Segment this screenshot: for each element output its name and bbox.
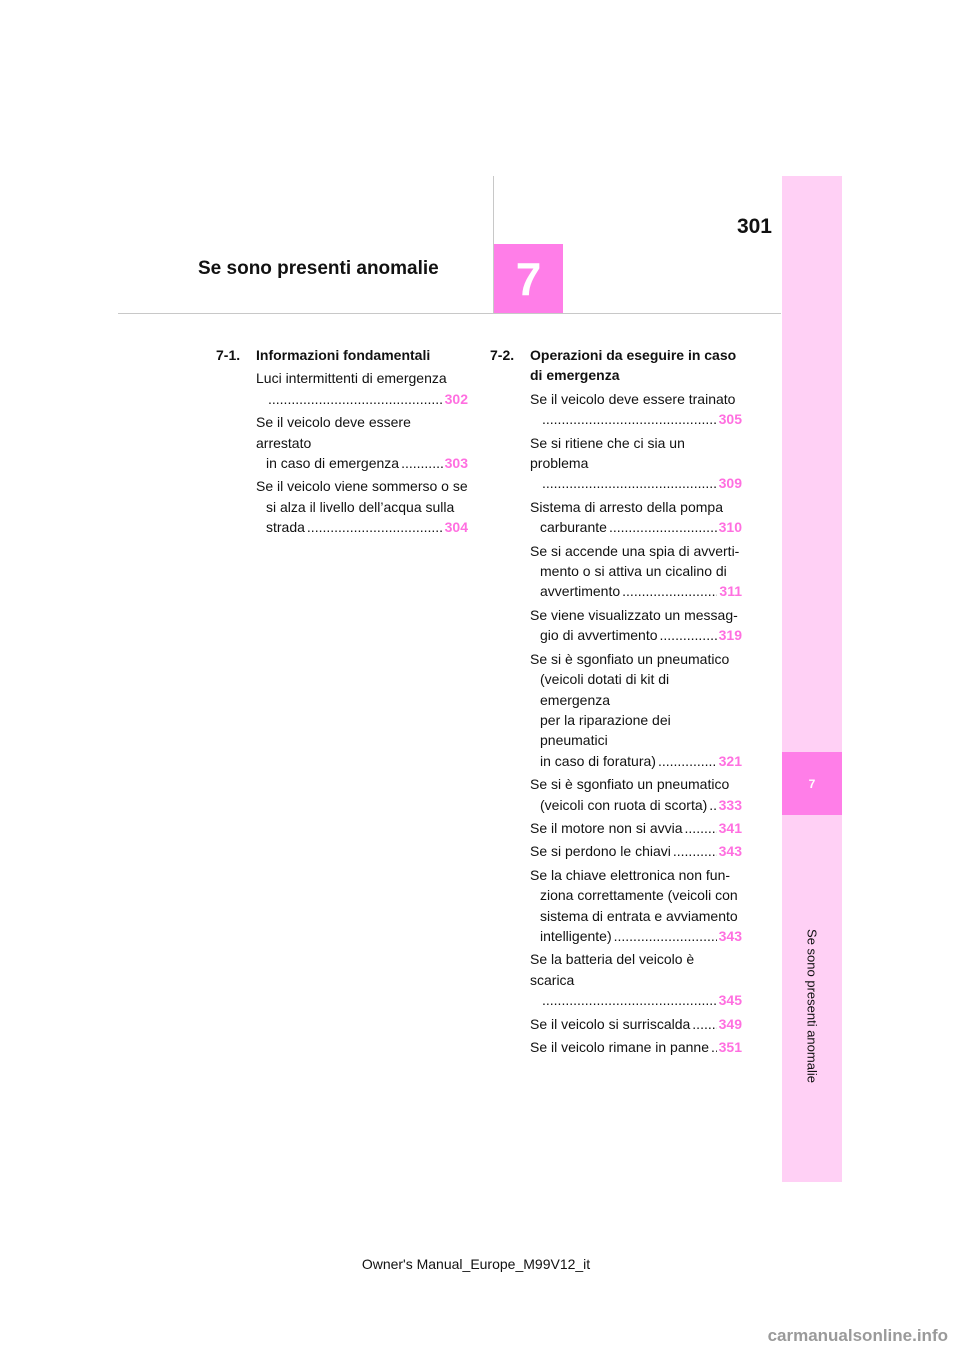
- toc-entry[interactable]: [256, 412, 468, 473]
- toc-entry-text: strada: [266, 519, 305, 536]
- dot-leader: [692, 1014, 716, 1034]
- page-link[interactable]: 304: [444, 519, 468, 536]
- section-heading: [490, 345, 742, 386]
- page-link[interactable]: 333: [718, 796, 742, 813]
- header-vertical-rule: [493, 176, 494, 313]
- dot-leader: [609, 517, 717, 537]
- toc-entry-text: Se il veicolo si surriscalda: [530, 1015, 691, 1032]
- dot-leader: [685, 818, 717, 838]
- toc-column-right: [490, 345, 742, 1060]
- toc-entry[interactable]: [530, 1014, 742, 1034]
- dot-leader: [709, 795, 716, 815]
- toc-entry[interactable]: [530, 389, 742, 430]
- toc-entry-text: Se si è sgonfiato un pneumatico: [530, 650, 730, 667]
- page-link[interactable]: 343: [718, 843, 742, 860]
- page-link[interactable]: 303: [444, 455, 468, 472]
- page-link[interactable]: 319: [718, 627, 742, 644]
- section-title: Operazioni da eseguire in caso di emergenza: [530, 347, 737, 384]
- section-heading: [216, 345, 468, 365]
- side-tab: [782, 176, 842, 1182]
- dot-leader: [268, 389, 443, 409]
- header-horizontal-rule: [118, 313, 781, 314]
- page-link[interactable]: 321: [718, 752, 742, 769]
- toc-entry[interactable]: [530, 1037, 742, 1057]
- toc-entry[interactable]: [530, 774, 742, 815]
- page-link[interactable]: 341: [718, 819, 742, 836]
- toc-entry-text: Se la batteria del veicolo è scarica: [530, 951, 695, 988]
- toc-entry[interactable]: [530, 497, 742, 538]
- footer-text: Owner's Manual_Europe_M99V12_it: [361, 1256, 591, 1272]
- dot-leader: [401, 453, 443, 473]
- toc-entry[interactable]: [530, 841, 742, 861]
- toc-entry-text: Se il veicolo viene sommerso o se: [256, 478, 468, 495]
- page-number: 301: [736, 215, 772, 238]
- dot-leader: [614, 926, 717, 946]
- toc-entry-text: Sistema di arresto della pompa: [530, 498, 723, 515]
- toc-entry-text: (veicoli con ruota di scorta): [540, 796, 708, 813]
- toc-entry[interactable]: [256, 368, 468, 409]
- chapter-number-box: 7: [494, 244, 563, 313]
- dot-leader: [542, 473, 717, 493]
- watermark: carmanualsonline.info: [767, 1326, 948, 1345]
- side-tab-number: 7: [782, 752, 842, 815]
- dot-leader: [307, 517, 443, 537]
- page-link[interactable]: 305: [718, 411, 742, 428]
- toc-entry-text: in caso di foratura): [540, 752, 656, 769]
- toc-entry-text: Se si perdono le chiavi: [530, 843, 671, 860]
- toc-entry-text: Se si accende una spia di avverti-: [530, 542, 740, 559]
- toc-entry-text: sistema di entrata e avviamento: [540, 907, 738, 924]
- toc-entry-text: ziona correttamente (veicoli con: [540, 887, 738, 904]
- side-tab-label: Se sono presenti anomalie: [804, 929, 820, 1083]
- dot-leader: [542, 409, 717, 429]
- dot-leader: [673, 841, 717, 861]
- page-link[interactable]: 309: [718, 475, 742, 492]
- toc-entry-text: avvertimento: [540, 583, 621, 600]
- toc-entry[interactable]: [530, 605, 742, 646]
- dot-leader: [542, 990, 717, 1010]
- dot-leader: [658, 751, 717, 771]
- toc-entry-text: Se il veicolo deve essere trainato: [530, 390, 736, 407]
- toc-entry-text: gio di avvertimento: [540, 627, 658, 644]
- toc-entry-text: in caso di emergenza: [266, 455, 400, 472]
- toc-entry[interactable]: [530, 433, 742, 494]
- toc-entry-text: Se la chiave elettronica non fun-: [530, 866, 731, 883]
- dot-leader: [711, 1037, 717, 1057]
- toc-entry-text: Se si ritiene che ci sia un problema: [530, 434, 685, 472]
- toc-entry[interactable]: [530, 865, 742, 947]
- chapter-title: Se sono presenti anomalie: [198, 258, 439, 279]
- toc-entry[interactable]: [530, 818, 742, 838]
- section-title: Informazioni fondamentali: [256, 347, 431, 363]
- toc-entry-text: Se viene visualizzato un messag-: [530, 606, 738, 623]
- toc-entry-text: Se il veicolo rimane in panne: [530, 1039, 709, 1055]
- toc-entry-text: intelligente): [540, 927, 612, 944]
- toc-entry-text: carburante: [540, 519, 607, 536]
- section-number: 7-2.: [490, 347, 515, 363]
- toc-entry[interactable]: [530, 949, 742, 1010]
- page-link[interactable]: 349: [718, 1015, 742, 1032]
- toc-entry[interactable]: [530, 649, 742, 771]
- toc-entry-text: (veicoli dotati di kit di emergenza: [540, 671, 670, 708]
- toc-entry[interactable]: [256, 476, 468, 537]
- dot-leader: [660, 625, 717, 645]
- footer: [0, 1256, 960, 1272]
- page-link[interactable]: 311: [719, 583, 742, 600]
- toc-entry-text: Luci intermittenti di emergenza: [256, 370, 447, 387]
- toc-entry[interactable]: [530, 541, 742, 602]
- toc-entry-text: Se il veicolo deve essere arrestato: [256, 414, 411, 451]
- page-link[interactable]: 343: [718, 927, 742, 944]
- dot-leader: [622, 581, 717, 601]
- page-link[interactable]: 302: [444, 390, 468, 407]
- page-link[interactable]: 310: [718, 519, 742, 536]
- toc-entry-text: per la riparazione dei pneumatici: [540, 711, 671, 749]
- page-link[interactable]: 345: [718, 992, 742, 1009]
- toc-entry-text: si alza il livello dell’acqua sulla: [266, 498, 455, 515]
- section-number: 7-1.: [216, 347, 241, 363]
- toc-entry-text: Se si è sgonfiato un pneumatico: [530, 776, 730, 793]
- toc-entry-text: mento o si attiva un cicalino di: [540, 563, 727, 580]
- toc-entry-text: Se il motore non si avvia: [530, 819, 683, 836]
- page-link[interactable]: 351: [718, 1039, 742, 1055]
- toc-column-left: [216, 345, 468, 541]
